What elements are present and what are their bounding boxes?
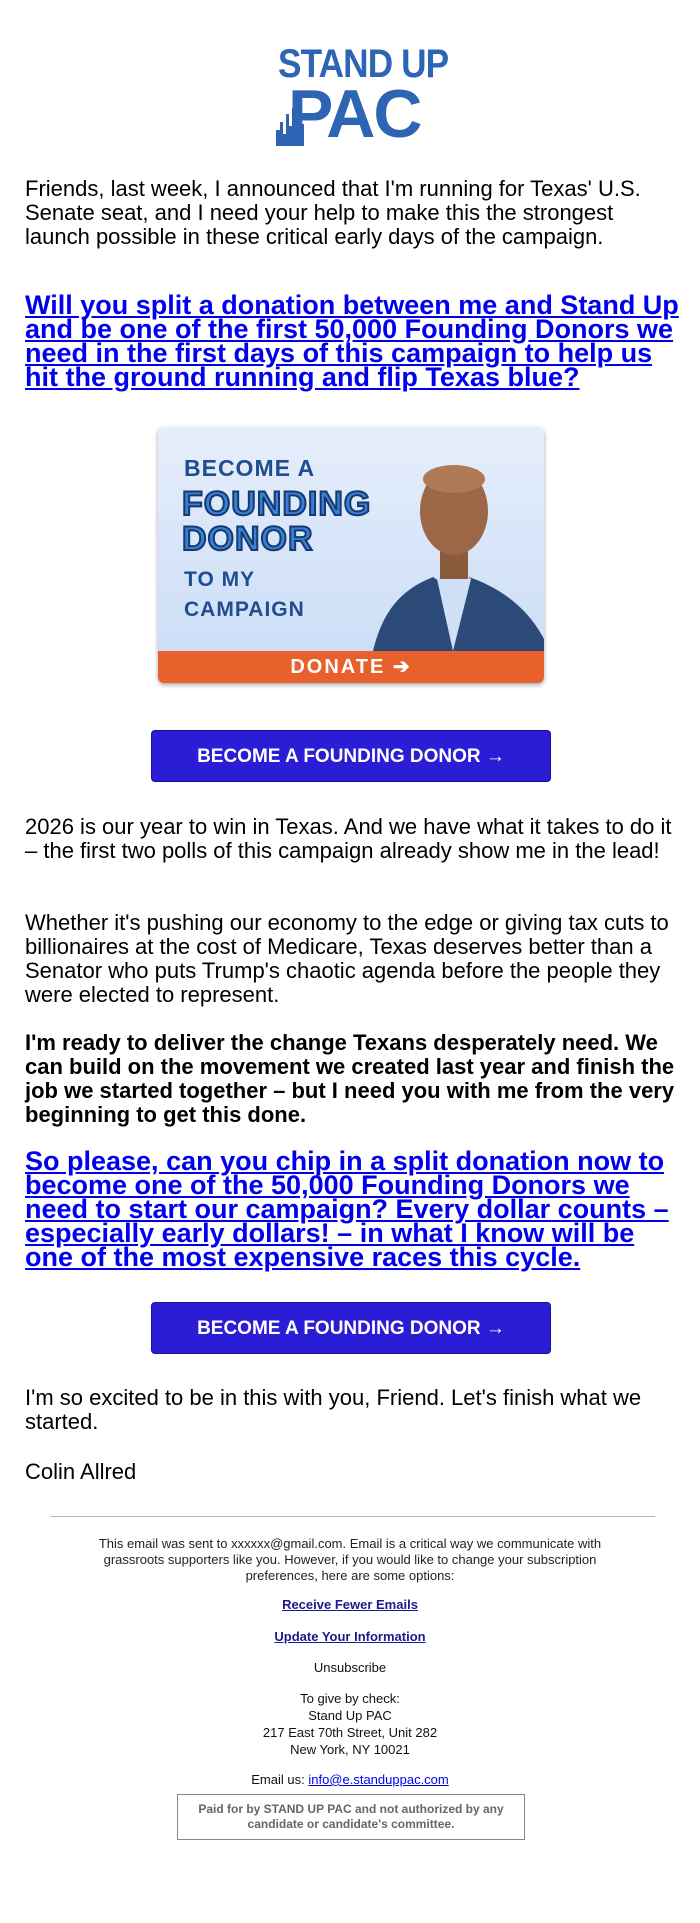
donation-ask-link[interactable]: Will you split a donation between me and Stand Up and be one of the first 50,000 Founding Donors we need in the first days of this campaign to help us hit the ground running and flip Texas blue? (25, 290, 679, 392)
paragraph-whether: Whether it's pushing our economy to the edge or giving tax cuts to billionaires at the cost of Medicare, Texas deserves better than a Senator who puts Trump's chaotic agenda before the people they were elected to represent. (25, 910, 669, 1007)
paragraph-excited: I'm so excited to be in this with you, Friend. Let's finish what we started. (25, 1385, 642, 1434)
receive-fewer-emails-link[interactable]: Receive Fewer Emails (282, 1597, 418, 1612)
paid-for-disclaimer: Paid for by STAND UP PAC and not authorized by any candidate or candidate's committee. (177, 1794, 525, 1840)
banner-text-campaign: TO MY CAMPAIGN (184, 568, 305, 621)
paragraph-2026: 2026 is our year to win in Texas. And we have what it takes to do it – the first two polls of this campaign already show me in the lead! (25, 814, 672, 863)
split-donation-ask-link[interactable]: So please, can you chip in a split donation now to become one of the 50,000 Founding Donors we need to start our campaign? Every dollar counts – especially early dollars! – in what I know will be one of the most expensive races this cycle. (25, 1146, 669, 1272)
logo-line-2: PAC (288, 76, 421, 152)
founding-donor-banner[interactable] (158, 427, 544, 683)
email-label: Email us: (251, 1772, 305, 1787)
donate-bar[interactable]: DONATE ➔ (158, 651, 544, 683)
stand-up-pac-logo (276, 42, 449, 152)
founding-donor-button-2[interactable]: BECOME A FOUNDING DONOR → (151, 1302, 551, 1354)
intro-paragraph: Friends, last week, I announced that I'm running for Texas' U.S. Senate seat, and I need your help to make this the strongest launch possible in these critical early days of the campaign. (25, 176, 641, 249)
logo-line-1: STAND UP (278, 42, 449, 86)
banner-text-founding: FOUNDING DONOR (182, 485, 372, 558)
unsubscribe-link[interactable]: Unsubscribe (313, 1660, 387, 1675)
check-city: New York, NY 10021 (290, 1742, 410, 1757)
footer-divider (50, 1516, 655, 1517)
footer-notice: This email was sent to xxxxxx@gmail.com. Email is a critical way we communicate with grassroots supporters like you. However, if you would like to change your subscription preferences, here are some options: (98, 1536, 602, 1583)
signature: Colin Allred (25, 1459, 137, 1484)
banner-text-become: BECOME A (184, 455, 316, 481)
contact-email (0, 1772, 700, 1788)
update-information-link[interactable]: Update Your Information (274, 1629, 426, 1644)
check-intro: To give by check: (300, 1691, 400, 1706)
founding-donor-button[interactable]: BECOME A FOUNDING DONOR → (151, 730, 551, 782)
paragraph-ready: I'm ready to deliver the change Texans desperately need. We can build on the movement we created last year and finish the job we started together – but I need you with me from the very beginning to get this done. (25, 1030, 675, 1127)
check-name: Stand Up PAC (308, 1708, 392, 1723)
check-street: 217 East 70th Street, Unit 282 (262, 1725, 438, 1740)
candidate-photo (363, 439, 544, 651)
email-address-link[interactable]: info@e.standuppac.com (308, 1772, 449, 1787)
